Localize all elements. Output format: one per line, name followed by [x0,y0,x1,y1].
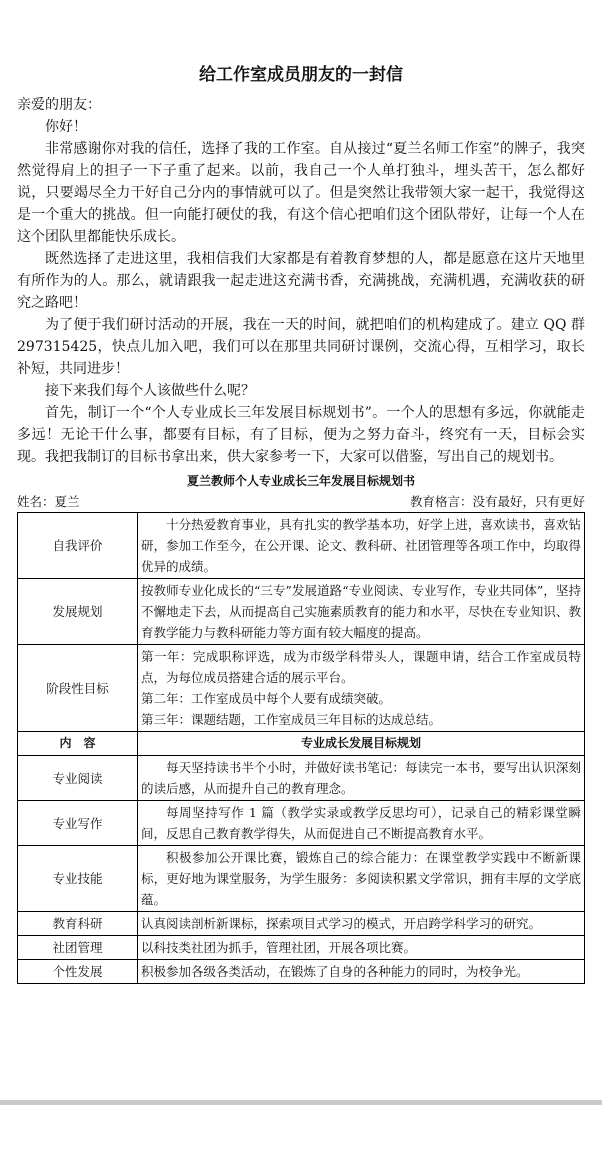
row-content: 按教师专业化成长的“三专”发展道路“专业阅读、专业写作，专业共同体”，坚持不懈地走下去，从而提高自己实施素质教育的能力和水平，尽快在专业知识、教育教学能力与教科研能力等方面有较大幅度的提高。 [138,579,585,645]
table-header-row [18,732,585,756]
stage-goal-year-2: 第二年：工作室成员中每个人要有成绩突破。 [141,691,392,706]
letter-body [17,94,585,468]
table-row [18,756,585,801]
row-label: 专业写作 [18,801,138,846]
table-row [18,513,585,579]
letter-paragraph-2: 既然选择了走进这里，我相信我们大家都是有着教育梦想的人，都是愿意在这片天地里有所作为的人。那么，就请跟我一起走进这充满书香，充满挑战，充满机遇，充满收获的研究之路吧！ [17,251,585,311]
row-content: 积极参加公开课比赛，锻炼自己的综合能力：在课堂教学实践中不断新课标，更好地为课堂服务，为学生服务：多阅读积累文学常识，拥有丰厚的文学底蕴。 [138,846,585,912]
document-page [17,60,585,984]
letter-paragraph-4: 接下来我们每个人该做些什么呢？ [45,383,255,399]
row-content: 每周坚持写作 1 篇（教学实录或教学反思均可），记录自己的精彩课堂瞬间，反思自己教育教学得失，从而促进自己不断提高教育水平。 [138,801,585,846]
row-content: 十分热爱教育事业，具有扎实的教学基本功，好学上进，喜欢读书，喜欢钻研，参加工作至今，在公开课、论文、教科研、社团管理等各项工作中，均取得优异的成绩。 [138,513,585,579]
stage-goal-year-3: 第三年：课题结题，工作室成员三年目标的达成总结。 [141,712,442,727]
education-motto: 教育格言：没有最好，只有更好 [409,494,585,509]
letter-paragraph-3: 为了便于我们研讨活动的开展，我在一天的时间，就把咱们的机构建成了。建立 QQ 群 297315425，快点儿加入吧，我们可以在那里共同研讨课例，交流心得，互相学习，取长补短，共同进步！ [17,317,585,377]
table-row [18,645,585,732]
table-row [18,846,585,912]
letter-title: 给工作室成员朋友的一封信 [199,65,403,85]
row-label: 发展规划 [18,579,138,645]
plan-meta [17,492,585,512]
row-label: 社团管理 [18,936,138,960]
row-label: 专业阅读 [18,756,138,801]
stage-goal-year-1: 第一年：完成职称评选，成为市级学科带头人，课题申请，结合工作室成员特点，为每位成员搭建合适的展示平台。 [141,649,581,685]
header-content-label: 内 容 [18,732,138,756]
row-label: 教育科研 [18,912,138,936]
table-row [18,960,585,984]
table-row [18,579,585,645]
row-label: 个性发展 [18,960,138,984]
row-content [138,645,585,732]
plan-table [17,512,585,984]
row-content: 每天坚持读书半个小时，并做好读书笔记：每读完一本书，要写出认识深刻的读后感，从而提升自己的教育理念。 [138,756,585,801]
letter-paragraph-5: 首先，制订一个“个人专业成长三年发展目标规划书”。一个人的思想有多远，你就能走多远！无论干什么事，都要有目标，有了目标，便为之努力奋斗，终究有一天，目标会实现。我把我制订的目标书拿出来，供大家参考一下，大家可以借鉴，写出自己的规划书。 [17,405,585,465]
table-row [18,936,585,960]
greeting: 你好！ [45,119,87,135]
table-row [18,801,585,846]
header-plan-label: 专业成长发展目标规划 [138,732,585,756]
row-content: 以科技类社团为抓手，管理社团，开展各项比赛。 [138,936,585,960]
row-label: 自我评价 [18,513,138,579]
teacher-name: 姓名：夏兰 [17,494,80,509]
row-label: 阶段性目标 [18,645,138,732]
row-content: 认真阅读剖析新课标，探索项目式学习的模式，开启跨学科学习的研究。 [138,912,585,936]
table-row [18,912,585,936]
page-divider [0,1100,602,1105]
row-content: 积极参加各级各类活动，在锻炼了自身的各种能力的同时，为校争光。 [138,960,585,984]
plan-title: 夏兰教师个人专业成长三年发展目标规划书 [186,474,415,488]
row-label: 专业技能 [18,846,138,912]
letter-paragraph-1: 非常感谢你对我的信任，选择了我的工作室。自从接过“夏兰名师工作室”的牌子，我突然觉得肩上的担子一下子重了起来。以前，我自己一个人单打独斗，埋头苦干，怎么都好说，只要竭尽全力干好自己分内的事情就可以了。但是突然让我带领大家一起干，我觉得这是一个重大的挑战。但一向能打硬仗的我，有这个信心把咱们这个团队带好，让每一个人在这个团队里都能快乐成长。 [17,141,585,245]
salutation: 亲爱的朋友： [17,97,101,113]
